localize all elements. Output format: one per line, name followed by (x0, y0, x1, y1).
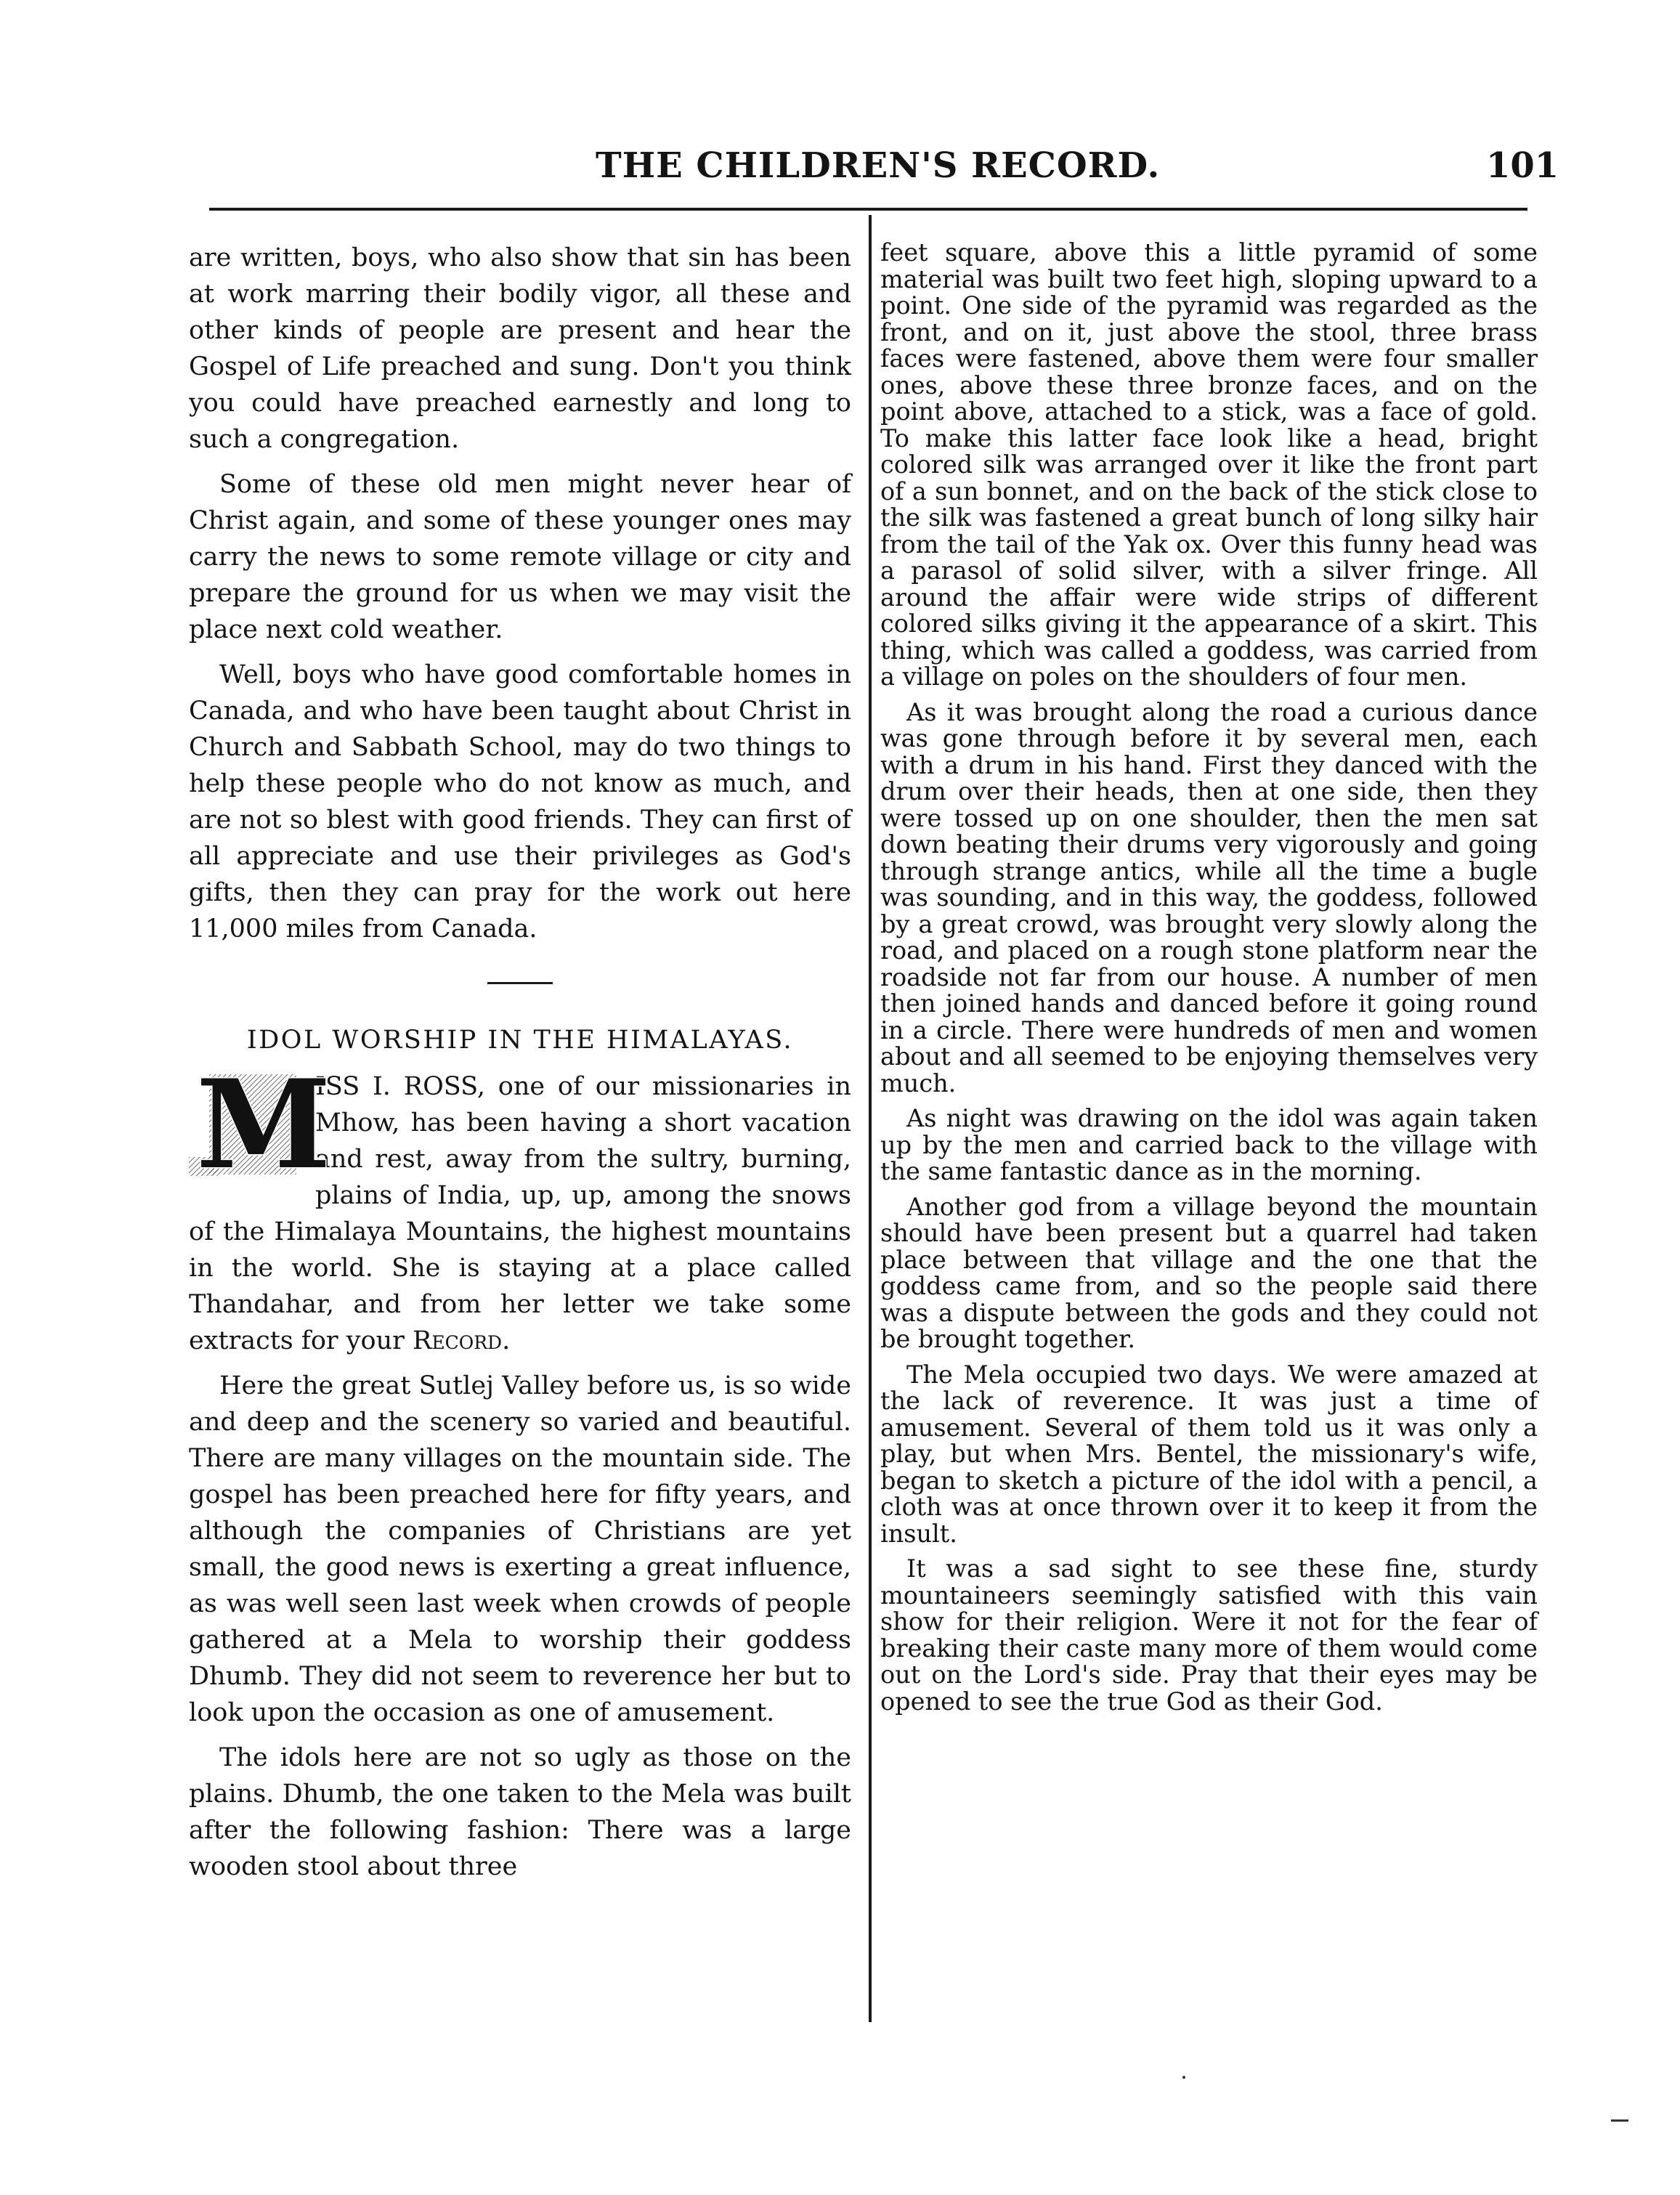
article-paragraph-3: The idols here are not so ugly as those on the plains. Dhumb, the one taken to the Mela was built after the following fashion: There was a large wooden stool about three (189, 1743, 851, 1881)
article-opening-paragraph (189, 1052, 851, 1359)
article-paragraph-2: Here the great Sutlej Valley before us, is so wide and deep and the scenery so varied and beautiful. There are many villages on the mountain side. The gospel has been preached here for fifty years, and although the companies of Christians are yet small, the good news is exerting a great influence, as was well seen last week when crowds of people gathered at a Mela to worship their goddess Dhumb. They did not seem to reverence her but to look upon the occasion as one of amusement. (189, 1371, 851, 1727)
left-paragraph-2: Some of these old men might never hear of Christ again, and some of these younger ones may carry the news to some remote village or city and prepare the ground for us when we may visit the place next cold weather. (189, 470, 851, 644)
right-paragraph-4: Another god from a village beyond the mountain should have been present but a quarrel had taken place between that village and the one that the goddess came from, and so the people said there was a dispute between the gods and they could not be brought together. (880, 1192, 1538, 1353)
left-column (189, 240, 851, 1894)
right-paragraph-2: As it was brought along the road a curious dance was gone through before it by several men, each with a drum in his hand. First they danced with the drum over their heads, then at one side, then they were tossed up on one shoulder, then the men sat down beating their drums very vigorously and going through strange antics, while all the time a bugle was sounding, and in this way, the goddess, followed by a great crowd, was brought very slowly along the road, and placed on a rough stone platform near the roadside not far from our house. A number of men then joined hands and danced before it going round in a circle. There were hundreds of men and women about and all seemed to be enjoying themselves very much. (880, 697, 1538, 1098)
right-column (880, 240, 1538, 1724)
article-heading: IDOL WORSHIP IN THE HIMALAYAS. (246, 1026, 794, 1055)
margin-mark (1611, 2119, 1628, 2122)
record-small-caps: Record. (413, 1326, 511, 1355)
right-paragraph-5: The Mela occupied two days. We were amazed at the lack of reverence. It was just a time of amusement. Several of them told us it was only a play, but when Mrs. Bentel, the missionary's wife, began to sketch a picture of the idol with a pencil, a cloth was at once thrown over it to keep it from the insult. (880, 1360, 1538, 1548)
running-header-title: THE CHILDREN'S RECORD. (596, 145, 1161, 186)
header-rule (209, 208, 1527, 211)
right-paragraph-6: It was a sad sight to see these fine, sturdy mountaineers seemingly satisfied with this vain show for their religion. Were it not for the fear of breaking their caste many more of them would come out on the Lord's side. Pray that their eyes may be opened to see the true God as their God. (880, 1554, 1538, 1716)
right-paragraph-3: As night was drawing on the idol was again taken up by the men and carried back to the village with the same fantastic dance as in the morning. (880, 1104, 1538, 1185)
article-opening-text: ISS I. ROSS, one of our missionaries in Mhow, has been having a short vacation and rest, away from the sultry, burning, plains of India, up, up, among the snows of the Himalaya Mountains, the highest mountains in the world. She is staying at a place called Thandahar, and from her letter we take some extracts for your (189, 1072, 851, 1355)
left-paragraph-1: are written, boys, who also show that sin has been at work marring their bodily vigor, all these and other kinds of people are present and hear the Gospel of Life preached and sung. Don't you think you could have preached earnestly and long to such a congregation. (189, 243, 851, 454)
svg-text:M: M (196, 1052, 331, 1196)
right-paragraph-1: feet square, above this a little pyramid of some material was built two feet high, sloping upward to a point. One side of the pyramid was regarded as the front, and on it, just above the stool, three brass faces were fastened, above them were four smaller ones, above these three bronze faces, and on the point above, attached to a stick, was a face of gold. To make this latter face look like a head, bright colored silk was arranged over it like the front part of a sun bonnet, and on the back of the stick close to the silk was fastened a great bunch of long silky hair from the tail of the Yak ox. Over this funny head was a parasol of solid silver, with a silver fringe. All around the affair were wide strips of different colored silks giving it the appearance of a skirt. This thing, which was called a goddess, was carried from a village on poles on the shoulders of four men. (880, 238, 1538, 691)
print-speck (1182, 2076, 1185, 2079)
page-number: 101 (1486, 145, 1559, 186)
section-separator (487, 982, 553, 984)
drop-cap-letter (187, 1052, 331, 1196)
left-paragraph-3: Well, boys who have good comfortable homes in Canada, and who have been taught about Christ in Church and Sabbath School, may do two things to help these people who do not know as much, and are not so blest with good friends. They can first of all appreciate and use their privileges as God's gifts, then they can pray for the work out here 11,000 miles from Canada. (189, 660, 851, 944)
column-divider (869, 215, 872, 2022)
